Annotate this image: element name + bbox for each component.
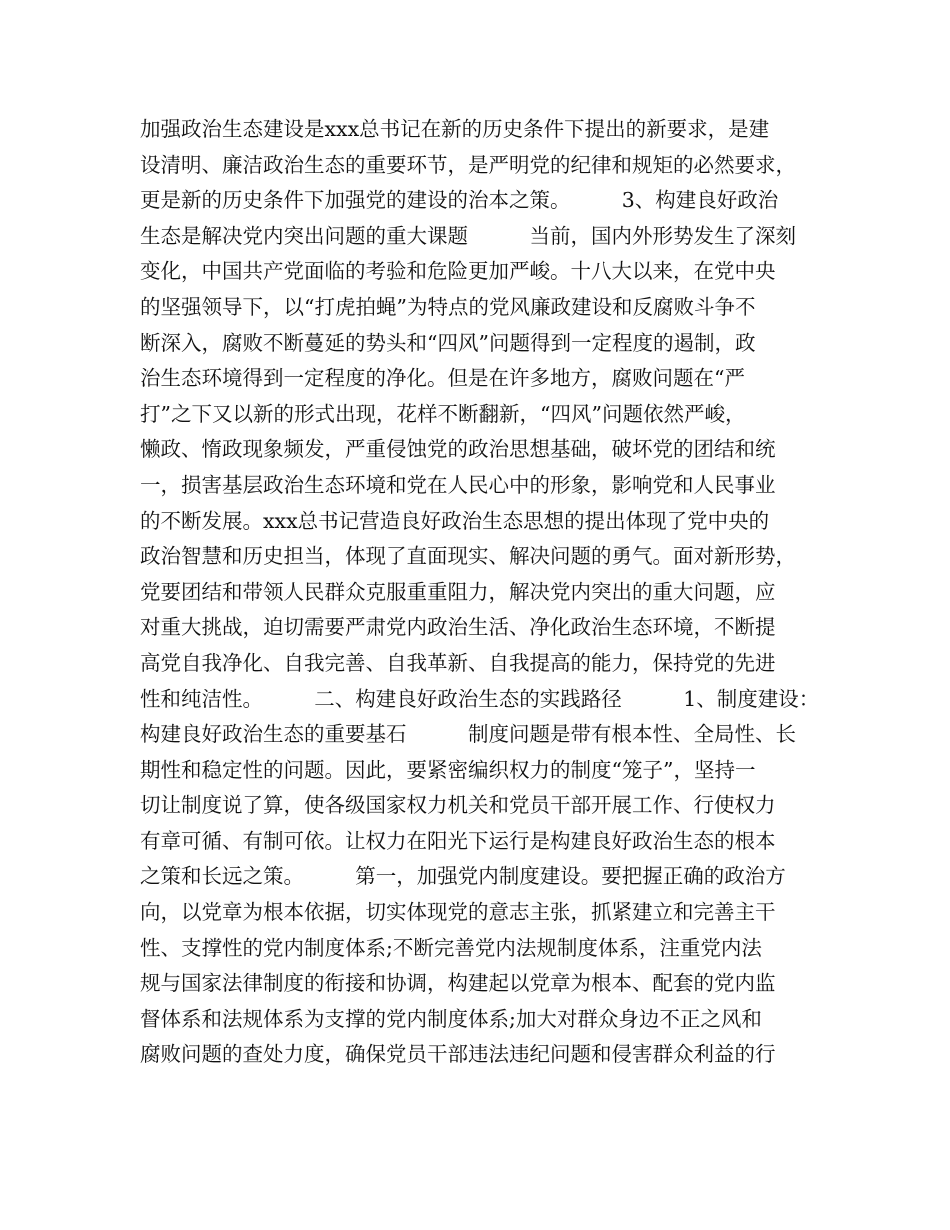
text-line: 性和纯洁性。 二、构建良好政治生态的实践路径 1、制度建设： [140,686,820,711]
text-line: 高党自我净化、自我完善、自我革新、自我提高的能力，保持党的先进 [140,650,776,675]
text-line: 性、支撑性的党内制度体系;不断完善党内法规制度体系，注重党内法 [140,935,762,960]
text-line: 对重大挑战，迫切需要严肃党内政治生活、净化政治生态环境，不断提 [140,615,776,640]
text-line: 期性和稳定性的问题。因此，要紧密编织权力的制度“笼子”，坚持一 [140,757,756,782]
text-line: 腐败问题的查处力度，确保党员干部违法违纪问题和侵害群众利益的行 [140,1042,776,1067]
text-line: 规与国家法律制度的衔接和协调，构建起以党章为根本、配套的党内监 [140,971,776,996]
text-line: 生态是解决党内突出问题的重大课题 当前，国内外形势发生了深刻 [140,223,796,248]
text-line: 设清明、廉洁政治生态的重要环节，是严明党的纪律和规矩的必然要求， [140,152,796,177]
text-line: 断深入，腐败不断蔓延的势头和“四风”问题得到一定程度的遏制，政 [140,330,756,355]
text-line: 有章可循、有制可依。让权力在阳光下运行是构建良好政治生态的根本 [140,828,776,853]
text-line: 懒政、惰政现象频发，严重侵蚀党的政治思想基础，破坏党的团结和统 [140,437,776,462]
text-line: 督体系和法规体系为支撑的党内制度体系;加大对群众身边不正之风和 [140,1006,762,1031]
body-text [140,112,830,1073]
text-line: 的坚强领导下，以“打虎拍蝇”为特点的党风廉政建设和反腐败斗争不 [140,294,756,319]
text-line: 打”之下又以新的形式出现，花样不断翻新，“四风”问题依然严峻， [140,401,746,426]
text-line: 向，以党章为根本依据，切实体现党的意志主张，抓紧建立和完善主干 [140,900,776,925]
text-line: 一，损害基层政治生态环境和党在人民心中的形象，影响党和人民事业 [140,472,776,497]
text-line: 政治智慧和历史担当，体现了直面现实、解决问题的勇气。面对新形势， [140,544,796,569]
text-line: 更是新的历史条件下加强党的建设的治本之策。 3、构建良好政治 [140,188,779,213]
text-line: 治生态环境得到一定程度的净化。但是在许多地方，腐败问题在“严 [140,366,745,391]
text-line: 切让制度说了算，使各级国家权力机关和党员干部开展工作、行使权力 [140,793,776,818]
text-line: 的不断发展。xxx总书记营造良好政治生态思想的提出体现了党中央的 [140,508,770,533]
text-line: 党要团结和带领人民群众克服重重阻力，解决党内突出的重大问题，应 [140,579,776,604]
text-line: 加强政治生态建设是xxx总书记在新的历史条件下提出的新要求，是建 [140,117,770,141]
text-line: 变化，中国共产党面临的考验和危险更加严峻。十八大以来，在党中央 [140,259,776,284]
text-line: 构建良好政治生态的重要基石 制度问题是带有根本性、全局性、长 [140,722,796,747]
text-line: 之策和长远之策。 第一，加强党内制度建设。要把握正确的政治方 [140,864,786,889]
